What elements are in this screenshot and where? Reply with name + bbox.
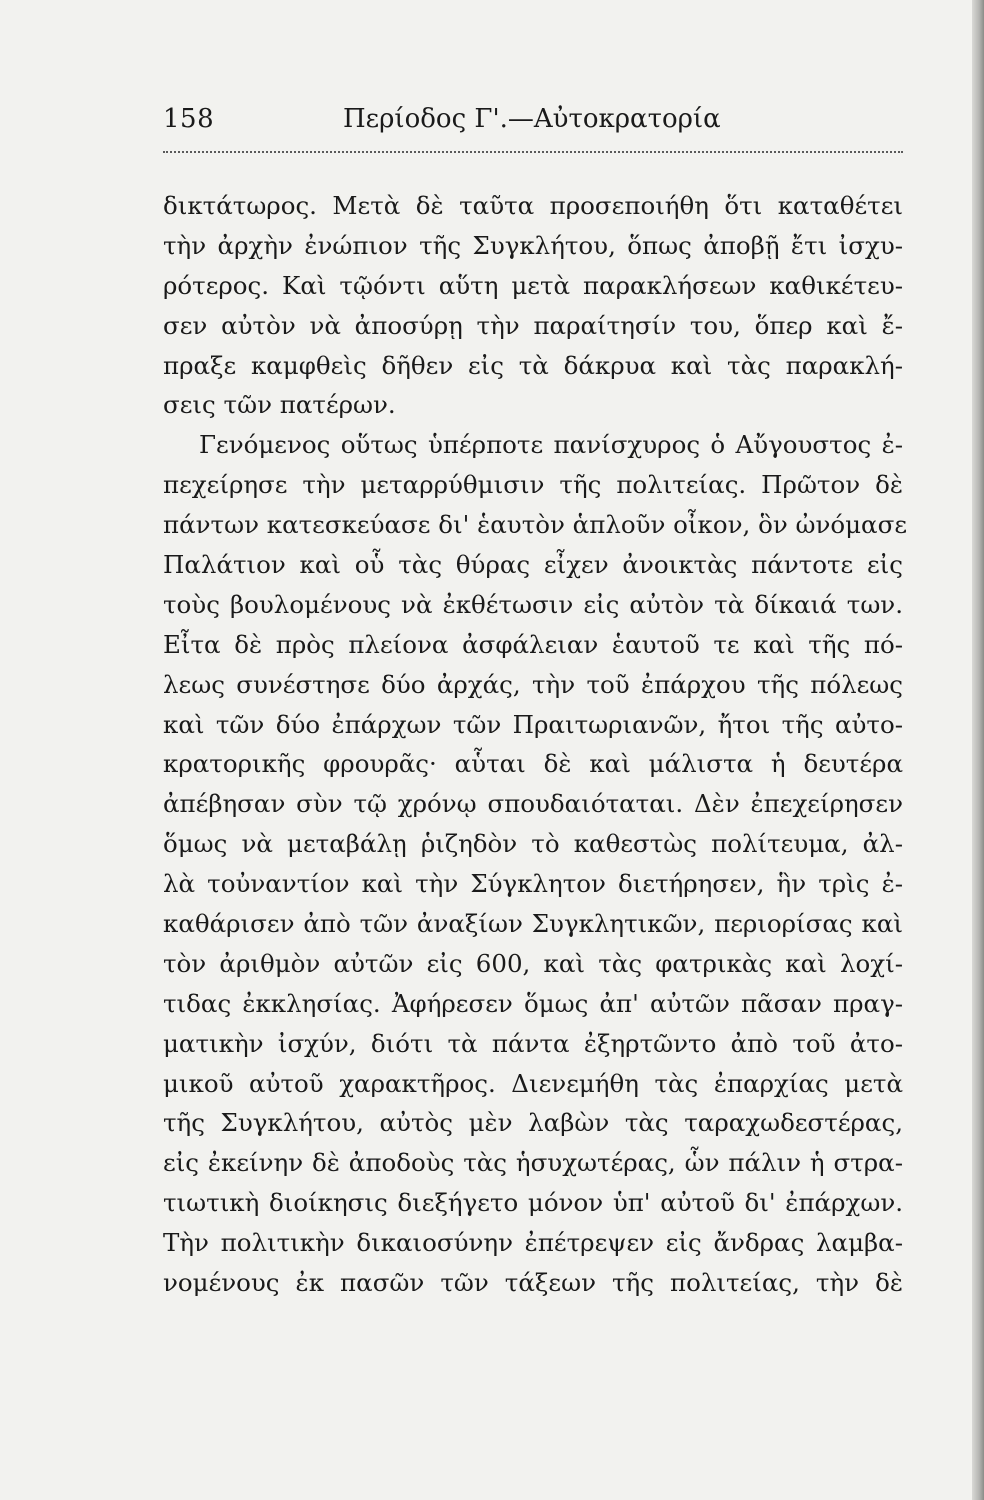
text-line: λὰ τοὐναντίον καὶ τὴν Σύγκλητον διετήρησεν, ἣν τρὶς ἐ- (163, 869, 903, 899)
text-line: Τὴν πολιτικὴν δικαιοσύνην ἐπέτρεψεν εἰς ἄνδρας λαμβα- (163, 1228, 903, 1258)
text-line: καθάρισεν ἀπὸ τῶν ἀναξίων Συγκλητικῶν, περιορίσας καὶ (163, 909, 903, 939)
text-line: τιδας ἐκκλησίας. Ἀφήρεσεν ὅμως ἀπ' αὐτῶν πᾶσαν πραγ- (163, 988, 903, 1018)
text-line: Γενόμενος οὕτως ὑπέρποτε πανίσχυρος ὁ Αὔγουστος ἐ- (199, 430, 903, 460)
text-line: μικοῦ αὐτοῦ χαρακτῆρος. Διενεμήθη τὰς ἐπαρχίας μετὰ (163, 1068, 903, 1098)
text-line: Εἶτα δὲ πρὸς πλείονα ἀσφάλειαν ἑαυτοῦ τε καὶ τῆς πό- (163, 629, 903, 659)
text-line: τοὺς βουλομένους νὰ ἐκθέτωσιν εἰς αὐτὸν τὰ δίκαιά των. (163, 589, 903, 619)
text-line: πάντων κατεσκεύασε δι' ἑαυτὸν ἁπλοῦν οἶκον, ὃν ὠνόμασε (163, 510, 908, 540)
running-title: Περίοδος Γ'.—Αὐτοκρατορία (343, 104, 721, 134)
header-rule (163, 151, 903, 153)
text-line: ρότερος. Καὶ τῷόντι αὕτη μετὰ παρακλήσεων καθικέτευ- (163, 270, 903, 300)
text-line: τὸν ἀριθμὸν αὐτῶν εἰς 600, καὶ τὰς φατρικὰς καὶ λοχί- (163, 948, 903, 978)
text-line: τιωτικὴ διοίκησις διεξήγετο μόνον ὑπ' αὐτοῦ δι' ἐπάρχων. (163, 1188, 903, 1218)
text-line: πραξε καμφθεὶς δῆθεν εἰς τὰ δάκρυα καὶ τὰς παρακλή- (163, 350, 903, 380)
text-line: καὶ τῶν δύο ἐπάρχων τῶν Πραιτωριανῶν, ἤτοι τῆς αὐτο- (163, 709, 903, 739)
page-edge-shadow (972, 0, 984, 1500)
body-text (163, 186, 908, 1303)
text-line: τὴν ἀρχὴν ἐνώπιον τῆς Συγκλήτου, ὅπως ἀποβῇ ἔτι ἰσχυ- (163, 230, 903, 260)
text-line: δικτάτωρος. Μετὰ δὲ ταῦτα προσεποιήθη ὅτι καταθέτει (163, 191, 903, 220)
text-line: εἰς ἐκείνην δὲ ἀποδοὺς τὰς ἡσυχωτέρας, ὧν πάλιν ἡ στρα- (163, 1148, 903, 1178)
text-line: λεως συνέστησε δύο ἀρχάς, τὴν τοῦ ἐπάρχου τῆς πόλεως (163, 669, 903, 699)
text-line: σεις τῶν πατέρων. (163, 390, 396, 420)
text-line: ἀπέβησαν σὺν τῷ χρόνῳ σπουδαιόταται. Δὲν ἐπεχείρησεν (163, 789, 903, 819)
page-number: 158 (163, 104, 215, 134)
text-line: κρατορικῆς φρουρᾶς· αὗται δὲ καὶ μάλιστα ἡ δευτέρα (163, 749, 903, 779)
text-line: Παλάτιον καὶ οὗ τὰς θύρας εἶχεν ἀνοικτὰς πάντοτε εἰς (163, 550, 903, 580)
text-line: τῆς Συγκλήτου, αὐτὸς μὲν λαβὼν τὰς ταραχωδεστέρας, (163, 1108, 903, 1138)
text-line: νομένους ἐκ πασῶν τῶν τάξεων τῆς πολιτείας, τὴν δὲ (163, 1268, 903, 1298)
text-line: ὅμως νὰ μεταβάλῃ ῥιζηδὸν τὸ καθεστὼς πολίτευμα, ἀλ- (163, 829, 903, 859)
page-header (163, 104, 903, 144)
text-line: ματικὴν ἰσχύν, διότι τὰ πάντα ἐξηρτῶντο ἀπὸ τοῦ ἀτο- (163, 1028, 903, 1058)
text-line: σεν αὐτὸν νὰ ἀποσύρῃ τὴν παραίτησίν του, ὅπερ καὶ ἔ- (163, 310, 903, 340)
text-line: πεχείρησε τὴν μεταρρύθμισιν τῆς πολιτείας. Πρῶτον δὲ (163, 470, 903, 500)
